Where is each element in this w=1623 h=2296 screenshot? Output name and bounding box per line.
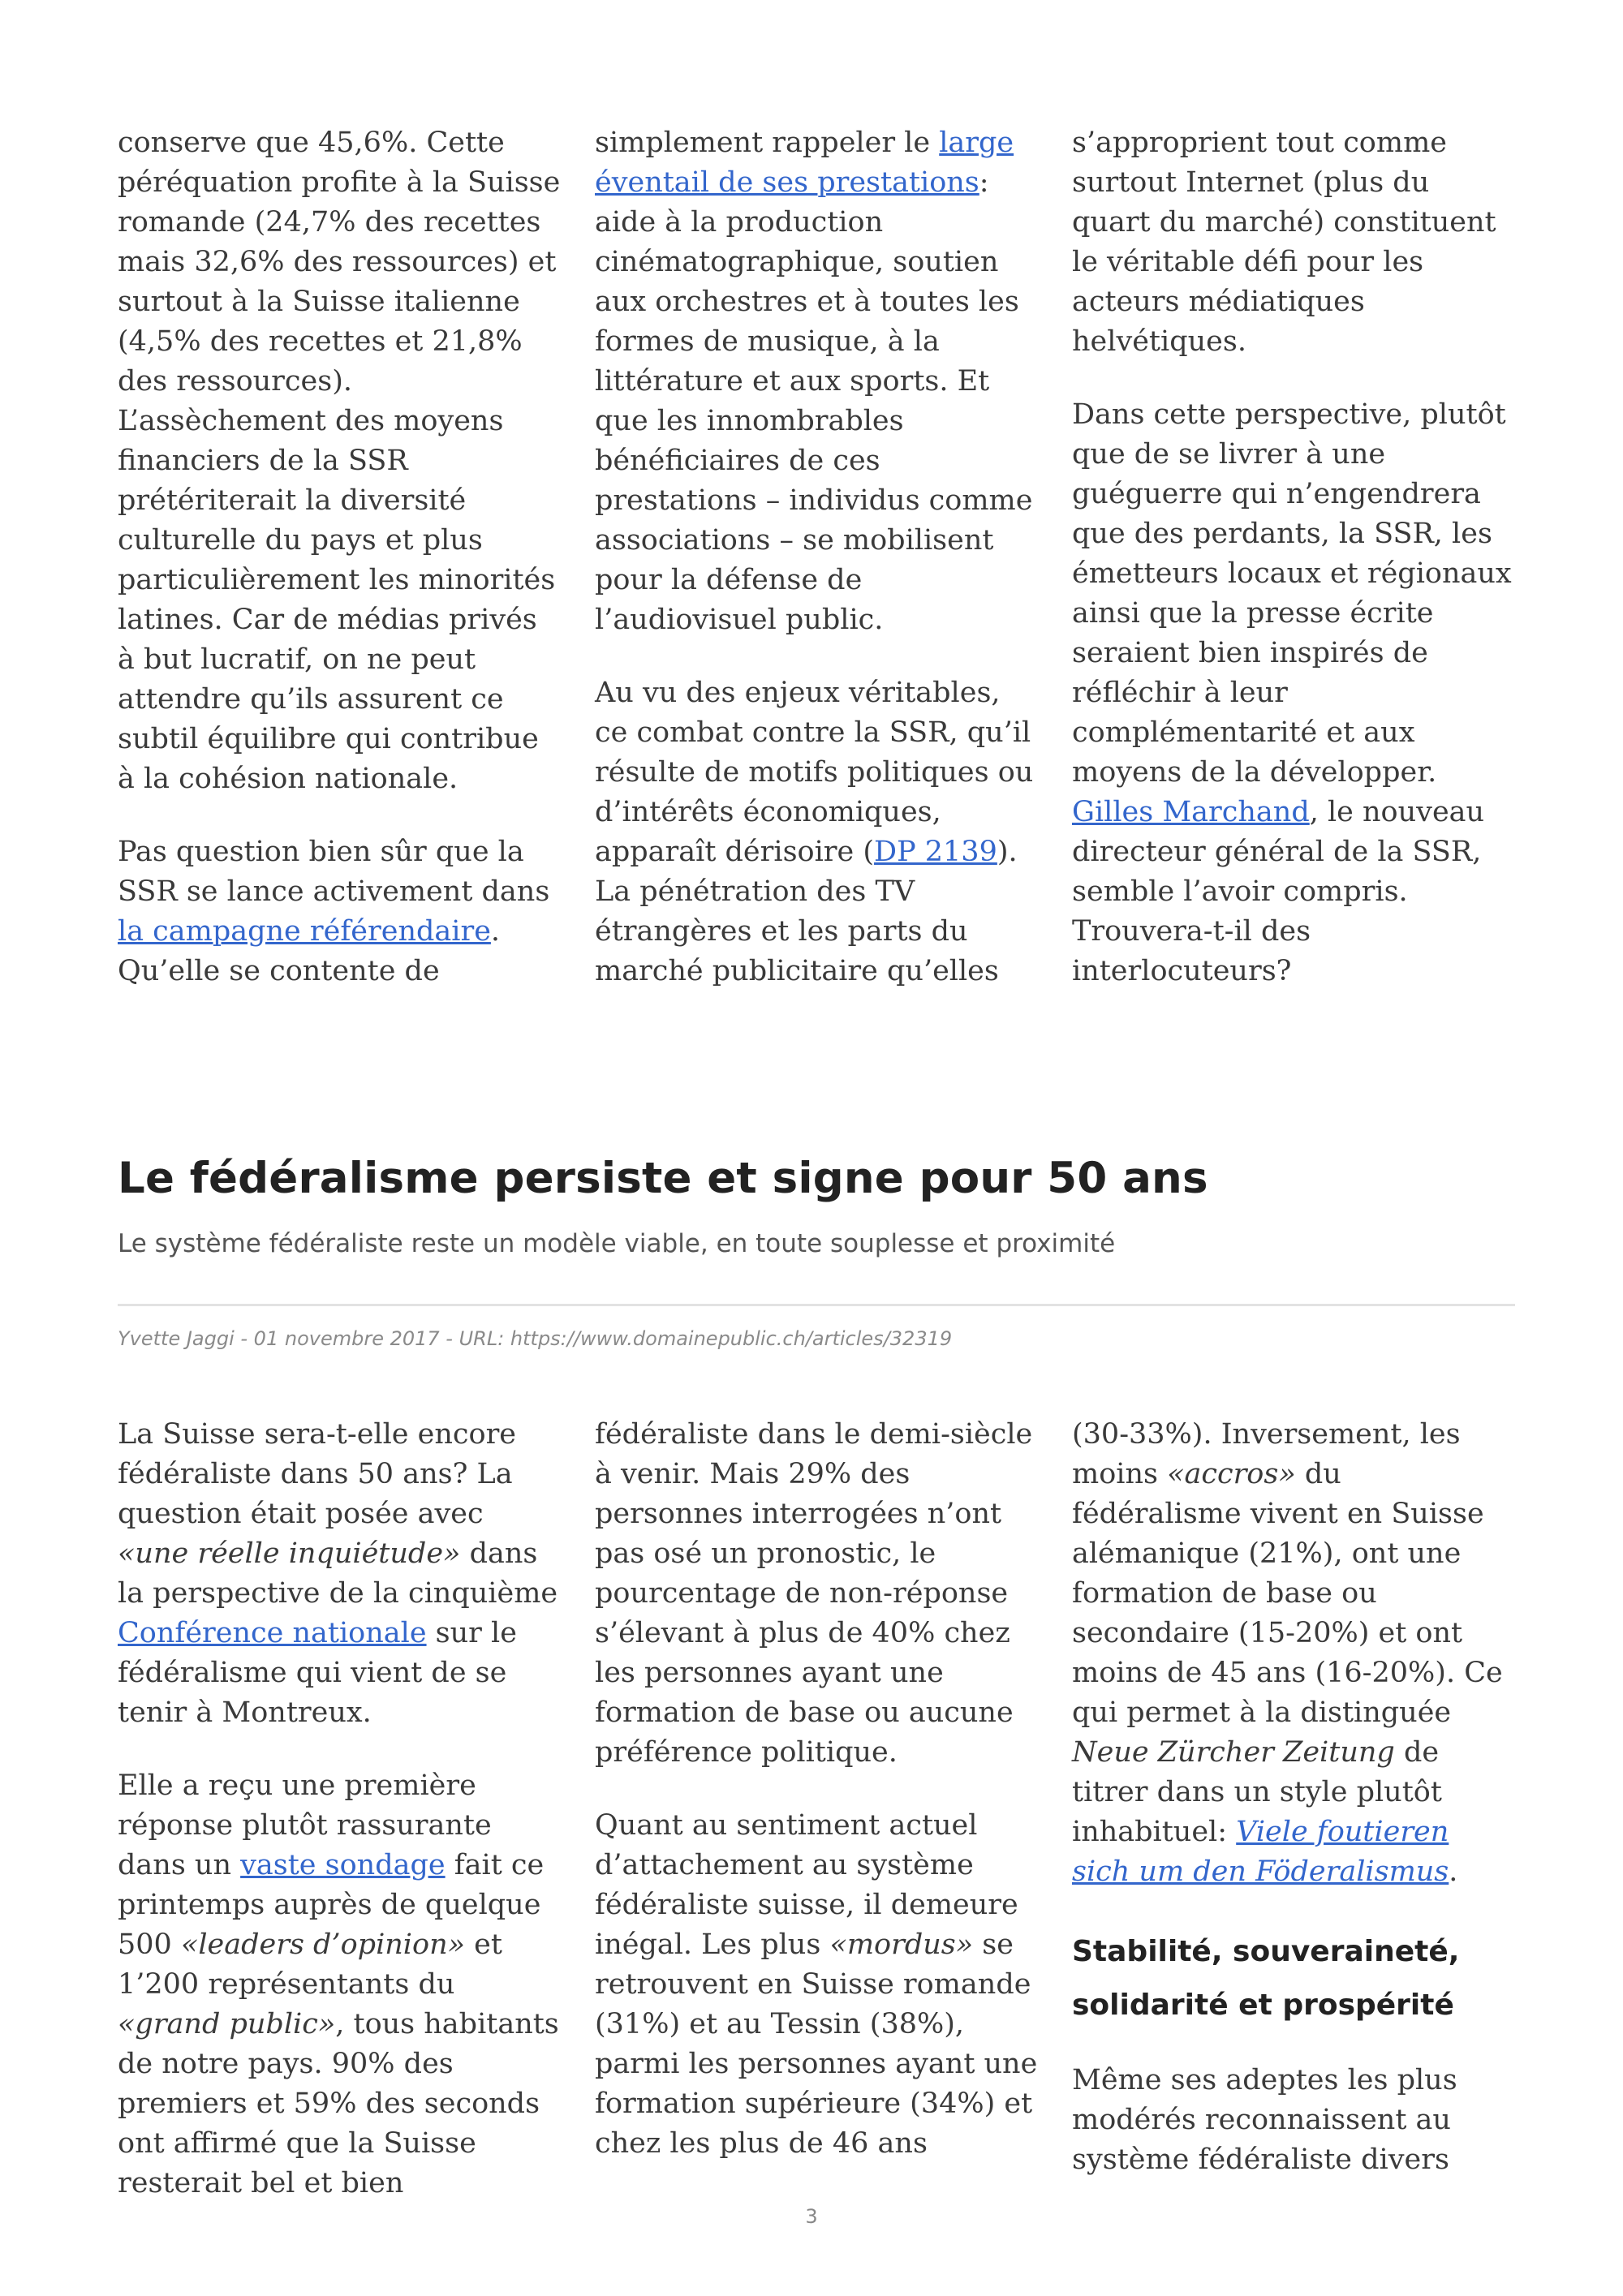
dp-2139-link[interactable]: DP 2139 [874,836,997,868]
article-subtitle: Le système fédéraliste reste un modèle viable, en toute souplesse et proximité [118,1229,1116,1258]
paragraph: fédéraliste dans le demi-siècle à venir. Mais 29% des personnes interrogées n’ont pas osé un pronostic, le pourcentage de non-réponse s’élevant à plus de 40% chez les personnes ayant une formation de base ou aucune préférence politique. [595,1418,1033,1769]
column-1 [118,1415,561,2204]
nzz-article-link[interactable]: Viele foutieren sich um den Föderalismus [1072,1816,1449,1888]
paragraph: simplement rappeler le large éventail de ses prestations: aide à la production cinématographique, soutien aux orchestres et à toutes les formes de musique, à la littérature et aux sports. Et que les innombrables bénéficiaires de ces prestations – individus comme associations – se mobilisent pour la défense de l’audiovisuel public. [595,127,1033,636]
referendum-campaign-link[interactable]: la campagne référendaire [118,915,491,948]
section-subheading: Stabilité, souveraineté, solidarité et prospérité [1072,1935,1460,2022]
paragraph: Quant au sentiment actuel d’attachement au système fédéraliste suisse, il demeure inégal. Les plus «mordus» se retrouvent en Suisse romande (31%) et au Tessin (38%), parmi les personnes ayant une formation supérieure (34%) et chez les plus de 46 ans [595,1809,1038,2160]
paragraph: Pas question bien sûr que la SSR se lance activement dans la campagne référendaire. Qu’elle se contente de [118,836,550,987]
paragraph: Même ses adeptes les plus modérés reconnaissent au système fédéraliste divers [1072,2064,1457,2176]
column-2 [595,123,1038,991]
column-1 [118,123,561,991]
services-range-link[interactable]: large éventail de ses prestations [595,127,1014,199]
paragraph: Elle a reçu une première réponse plutôt rassurante dans un vaste sondage fait ce printemps auprès de quelque 500 «leaders d’opinion» et 1’200 représentants du «grand public», tous habitants de notre pays. 90% des premiers et 59% des seconds ont affirmé que la Suisse resterait bel et bien [118,1769,559,2199]
paragraph: s’approprient tout comme surtout Internet (plus du quart du marché) constituent le véritable défi pour les acteurs médiatiques helvétiques. [1072,127,1496,358]
column-3 [1072,123,1515,991]
header-divider [118,1304,1515,1306]
column-2 [595,1415,1038,2204]
article-meta: Yvette Jaggi - 01 novembre 2017 - URL: https://www.domainepublic.ch/articles/32319 [118,1327,953,1350]
gilles-marchand-link[interactable]: Gilles Marchand [1072,796,1310,828]
page-number: 3 [805,2205,818,2228]
national-conference-link[interactable]: Conférence nationale [118,1617,427,1649]
paragraph: Au vu des enjeux véritables, ce combat contre la SSR, qu’il résulte de motifs politiques ou d’intérêts économiques, apparaît dérisoire (DP 2139). La pénétration des TV étrangères et les parts du marché publicitaire qu’elles [595,677,1034,987]
paragraph: Dans cette perspective, plutôt que de se livrer à une guéguerre qui n’engendrera que des perdants, la SSR, les émetteurs locaux et régionaux ainsi que la presse écrite seraient bien inspirés de réfléchir à leur complémentarité et aux moyens de la développer. Gilles Marchand, le nouveau directeur général de la SSR, semble l’avoir compris. Trouvera-t-il des interlocuteurs? [1072,398,1512,987]
previous-article-continuation [118,123,1515,991]
survey-link[interactable]: vaste sondage [240,1849,446,1881]
paragraph: (30-33%). Inversement, les moins «accros» du fédéralisme vivent en Suisse alémanique (21%), ont une formation de base ou secondaire (15-20%) et ont moins de 45 ans (16-20%). Ce qui permet à la distinguée Neue Zürcher Zeitung de titrer dans un style plutôt inhabituel: Viele foutieren sich um den Föderalismus. [1072,1418,1503,1888]
article-body [118,1415,1515,2204]
article-title: Le fédéralisme persiste et signe pour 50 ans [118,1154,1208,1203]
paragraph: conserve que 45,6%. Cette péréquation profite à la Suisse romande (24,7% des recettes mais 32,6% des ressources) et surtout à la Suisse italienne (4,5% des recettes et 21,8% des ressources). L’assèchement des moyens financiers de la SSR prétériterait la diversité culturelle du pays et plus particulièrement les minorités latines. Car de médias privés à but lucratif, on ne peut attendre qu’ils assurent ce subtil équilibre qui contribue à la cohésion nationale. [118,127,561,795]
column-3 [1072,1415,1515,2204]
paragraph: La Suisse sera-t-elle encore fédéraliste dans 50 ans? La question était posée avec «une réelle inquiétude» dans la perspective de la cinquième Conférence nationale sur le fédéralisme qui vient de se tenir à Montreux. [118,1418,558,1729]
